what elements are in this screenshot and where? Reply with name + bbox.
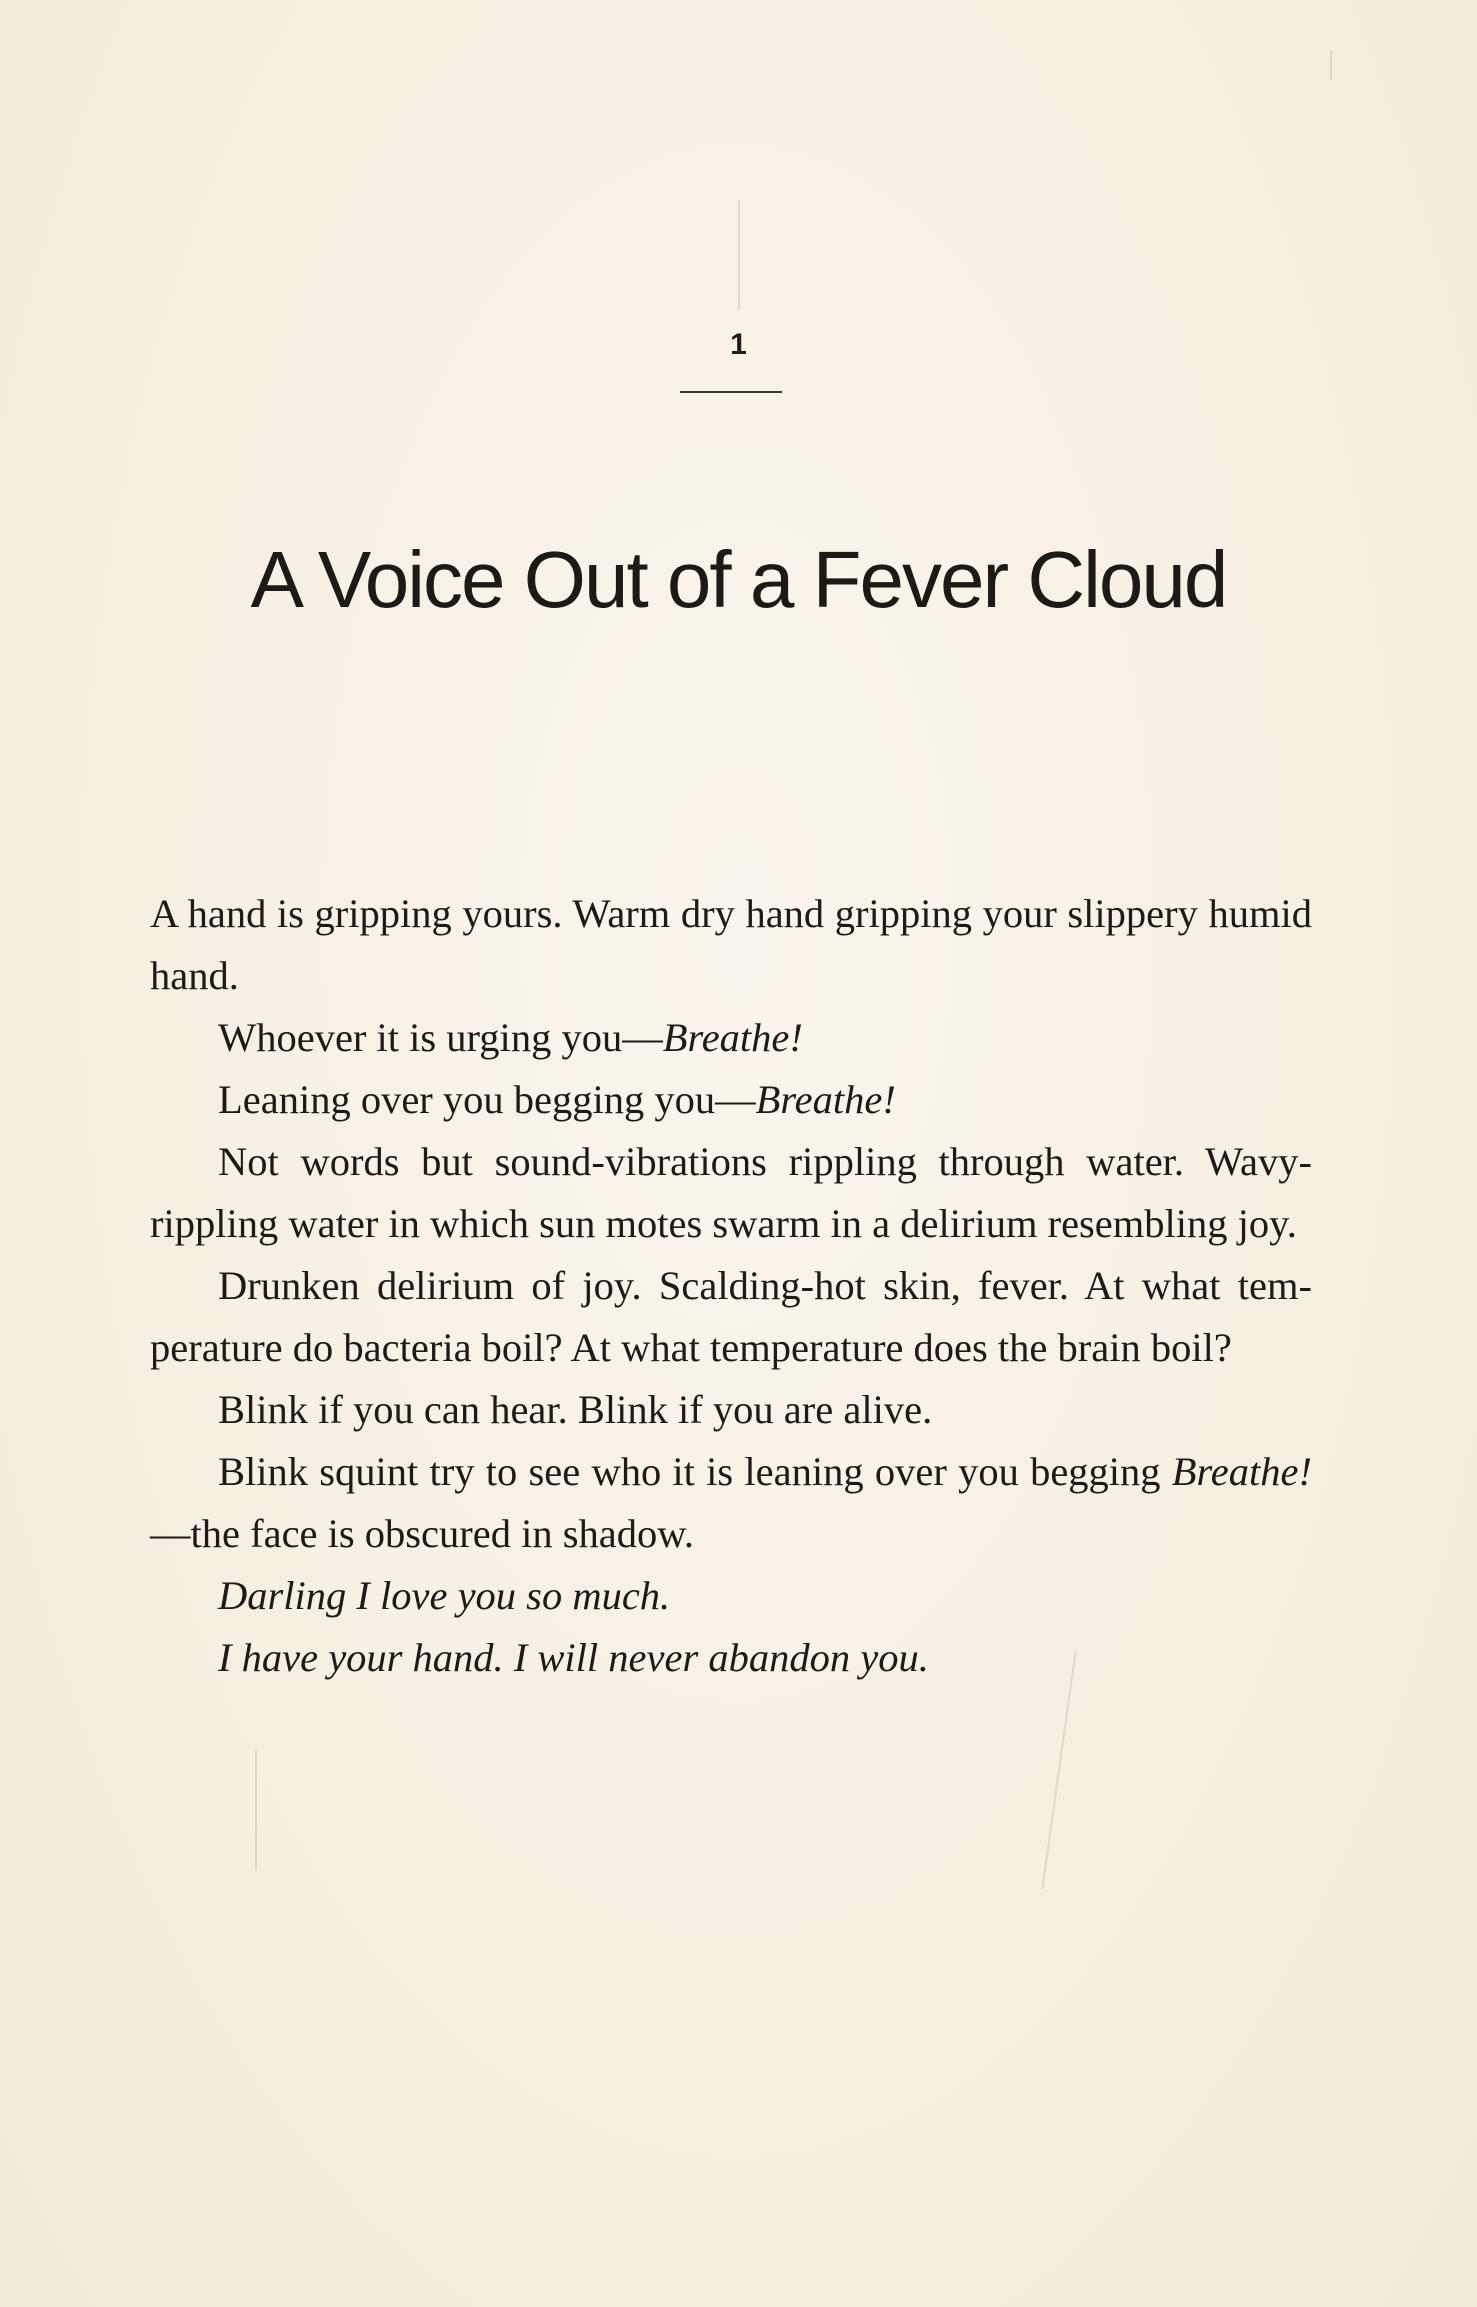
text-run: Whoever it is urging you— bbox=[218, 1015, 663, 1060]
paragraph bbox=[150, 1627, 1312, 1689]
paragraph bbox=[150, 883, 1312, 1007]
chapter-body bbox=[150, 883, 1312, 1689]
italic-text: I have your hand. I will never abandon you. bbox=[218, 1635, 929, 1680]
text-run: —the face is obscured in shadow. bbox=[150, 1511, 694, 1556]
paper-scuff bbox=[255, 1750, 257, 1870]
paragraph bbox=[150, 1007, 1312, 1069]
text-run: A hand is gripping yours. Warm dry hand gripping your slippery humid hand. bbox=[150, 891, 1312, 998]
italic-text: Breathe! bbox=[755, 1077, 896, 1122]
paragraph bbox=[150, 1255, 1312, 1379]
text-run: Leaning over you begging you— bbox=[218, 1077, 756, 1122]
paper-scuff bbox=[738, 200, 740, 310]
paragraph bbox=[150, 1565, 1312, 1627]
text-run: Blink squint try to see who it is leaning over you begging bbox=[218, 1449, 1172, 1494]
chapter-divider bbox=[680, 391, 782, 393]
paragraph bbox=[150, 1069, 1312, 1131]
paper-scuff bbox=[1330, 50, 1332, 80]
paragraph bbox=[150, 1441, 1312, 1565]
chapter-title: A Voice Out of a Fever Cloud bbox=[250, 535, 1227, 624]
text-run: Not words but sound-vibrations rippling through water. Wavy-rippling water in which sun motes swarm in a delirium resembling joy. bbox=[150, 1139, 1312, 1246]
paragraph bbox=[150, 1131, 1312, 1255]
italic-text: Darling I love you so much. bbox=[218, 1573, 671, 1618]
chapter-number: 1 bbox=[730, 328, 747, 361]
italic-text: Breathe! bbox=[662, 1015, 803, 1060]
text-run: Drunken delirium of joy. Scalding-hot skin, fever. At what tem-perature do bacteria boil? At what temperature does the brain boil? bbox=[150, 1263, 1312, 1370]
italic-text: Breathe! bbox=[1171, 1449, 1312, 1494]
text-run: Blink if you can hear. Blink if you are alive. bbox=[218, 1387, 933, 1432]
paragraph bbox=[150, 1379, 1312, 1441]
